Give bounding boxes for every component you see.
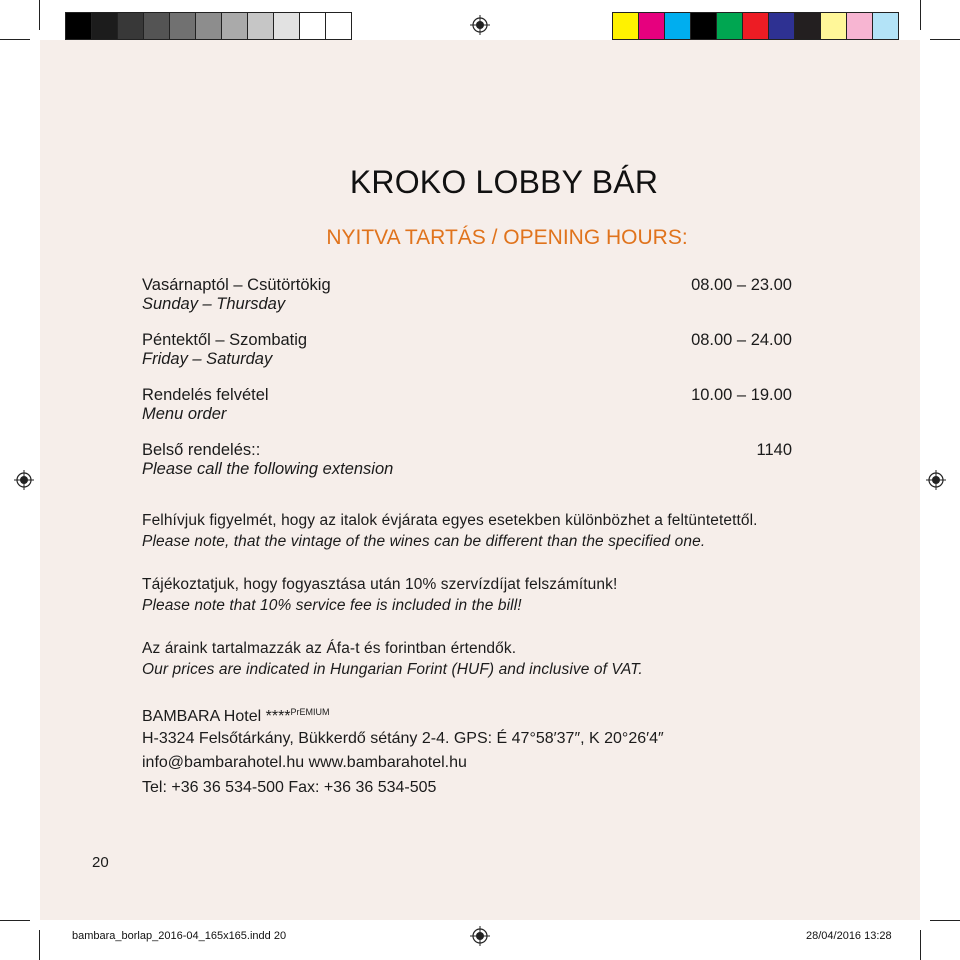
prices-note bbox=[142, 638, 822, 680]
color-swatch bbox=[248, 13, 274, 39]
slug-date: 28/04/2016 13:28 bbox=[806, 930, 892, 942]
slug-filename: bambara_borlap_2016-04_165x165.indd 20 bbox=[72, 930, 287, 942]
note-en: Our prices are indicated in Hungarian Forint (HUF) and inclusive of VAT. bbox=[142, 661, 643, 678]
crop-mark bbox=[920, 0, 921, 30]
hours-label-hu: Péntektől – Szombatig bbox=[142, 331, 308, 349]
note-hu: Tájékoztatjuk, hogy fogyasztása után 10% szervízdíjat felszámítunk! bbox=[142, 576, 618, 593]
color-swatch bbox=[326, 13, 351, 39]
menu-page bbox=[40, 40, 920, 920]
color-swatch bbox=[639, 13, 665, 39]
crop-mark bbox=[0, 39, 30, 40]
crop-mark bbox=[930, 39, 960, 40]
hours-label-hu: Belső rendelés:: bbox=[142, 441, 261, 459]
color-swatch bbox=[665, 13, 691, 39]
crop-mark bbox=[930, 920, 960, 921]
note-en: Please note, that the vintage of the wines can be different than the specified one. bbox=[142, 533, 706, 550]
service-fee-note bbox=[142, 574, 822, 616]
color-swatch bbox=[691, 13, 717, 39]
opening-hours-heading: NYITVA TARTÁS / OPENING HOURS: bbox=[326, 226, 688, 249]
color-swatch bbox=[847, 13, 873, 39]
note-hu: Felhívjuk figyelmét, hogy az italok évjárata egyes esetekben különbözhet a feltüntetettől. bbox=[142, 512, 758, 529]
hours-label-en: Please call the following extension bbox=[142, 460, 394, 478]
hours-row-extension bbox=[142, 441, 792, 479]
color-swatch bbox=[170, 13, 196, 39]
hotel-address: H-3324 Felsőtárkány, Bükkerdő sétány 2-4. GPS: É 47°58′37″, K 20°26′4″ bbox=[142, 730, 664, 747]
note-hu: Az áraink tartalmazzák az Áfa-t és forintban értendők. bbox=[142, 640, 517, 657]
hours-row-sun-thu bbox=[142, 276, 792, 314]
hours-label-hu: Rendelés felvétel bbox=[142, 386, 269, 404]
grayscale-color-bar bbox=[65, 12, 352, 40]
page-number: 20 bbox=[92, 854, 109, 871]
color-swatch bbox=[769, 13, 795, 39]
vintage-note bbox=[142, 510, 822, 552]
hotel-name bbox=[142, 702, 330, 727]
note-en: Please note that 10% service fee is included in the bill! bbox=[142, 597, 522, 614]
color-swatch bbox=[144, 13, 170, 39]
hours-label-en: Menu order bbox=[142, 405, 227, 423]
process-color-bar bbox=[612, 12, 899, 40]
color-swatch bbox=[300, 13, 326, 39]
registration-mark-icon bbox=[470, 15, 490, 35]
hours-label-hu: Vasárnaptól – Csütörtökig bbox=[142, 276, 331, 294]
color-swatch bbox=[222, 13, 248, 39]
color-swatch bbox=[92, 13, 118, 39]
color-swatch bbox=[66, 13, 92, 39]
hotel-phone: Tel: +36 36 534-500 Fax: +36 36 534-505 bbox=[142, 779, 437, 796]
hours-value: 08.00 – 23.00 bbox=[691, 276, 792, 294]
color-swatch bbox=[118, 13, 144, 39]
registration-mark-icon bbox=[14, 470, 34, 490]
hours-row-menu-order bbox=[142, 386, 792, 424]
crop-mark bbox=[0, 920, 30, 921]
crop-mark bbox=[39, 0, 40, 30]
hours-row-fri-sat bbox=[142, 331, 792, 369]
extension-number: 1140 bbox=[756, 441, 792, 459]
crop-mark bbox=[920, 930, 921, 960]
color-swatch bbox=[795, 13, 821, 39]
registration-mark-icon bbox=[470, 926, 490, 946]
page-title: KROKO LOBBY BÁR bbox=[349, 164, 659, 200]
color-swatch bbox=[821, 13, 847, 39]
crop-mark bbox=[39, 930, 40, 960]
hotel-name-text: BAMBARA Hotel bbox=[142, 708, 262, 725]
hotel-stars bbox=[266, 708, 330, 725]
hours-value: 08.00 – 24.00 bbox=[691, 331, 792, 349]
color-swatch bbox=[717, 13, 743, 39]
color-swatch bbox=[873, 13, 898, 39]
registration-mark-icon bbox=[926, 470, 946, 490]
premium-label: PrEMIUM bbox=[290, 707, 330, 717]
color-swatch bbox=[274, 13, 300, 39]
star-rating: **** bbox=[265, 708, 291, 725]
color-swatch bbox=[743, 13, 769, 39]
hours-label-en: Sunday – Thursday bbox=[142, 295, 286, 313]
color-swatch bbox=[196, 13, 222, 39]
hours-value: 10.00 – 19.00 bbox=[691, 386, 792, 404]
color-swatch bbox=[613, 13, 639, 39]
hotel-web[interactable]: info@bambarahotel.hu www.bambarahotel.hu bbox=[142, 754, 467, 771]
hours-label-en: Friday – Saturday bbox=[142, 350, 273, 368]
